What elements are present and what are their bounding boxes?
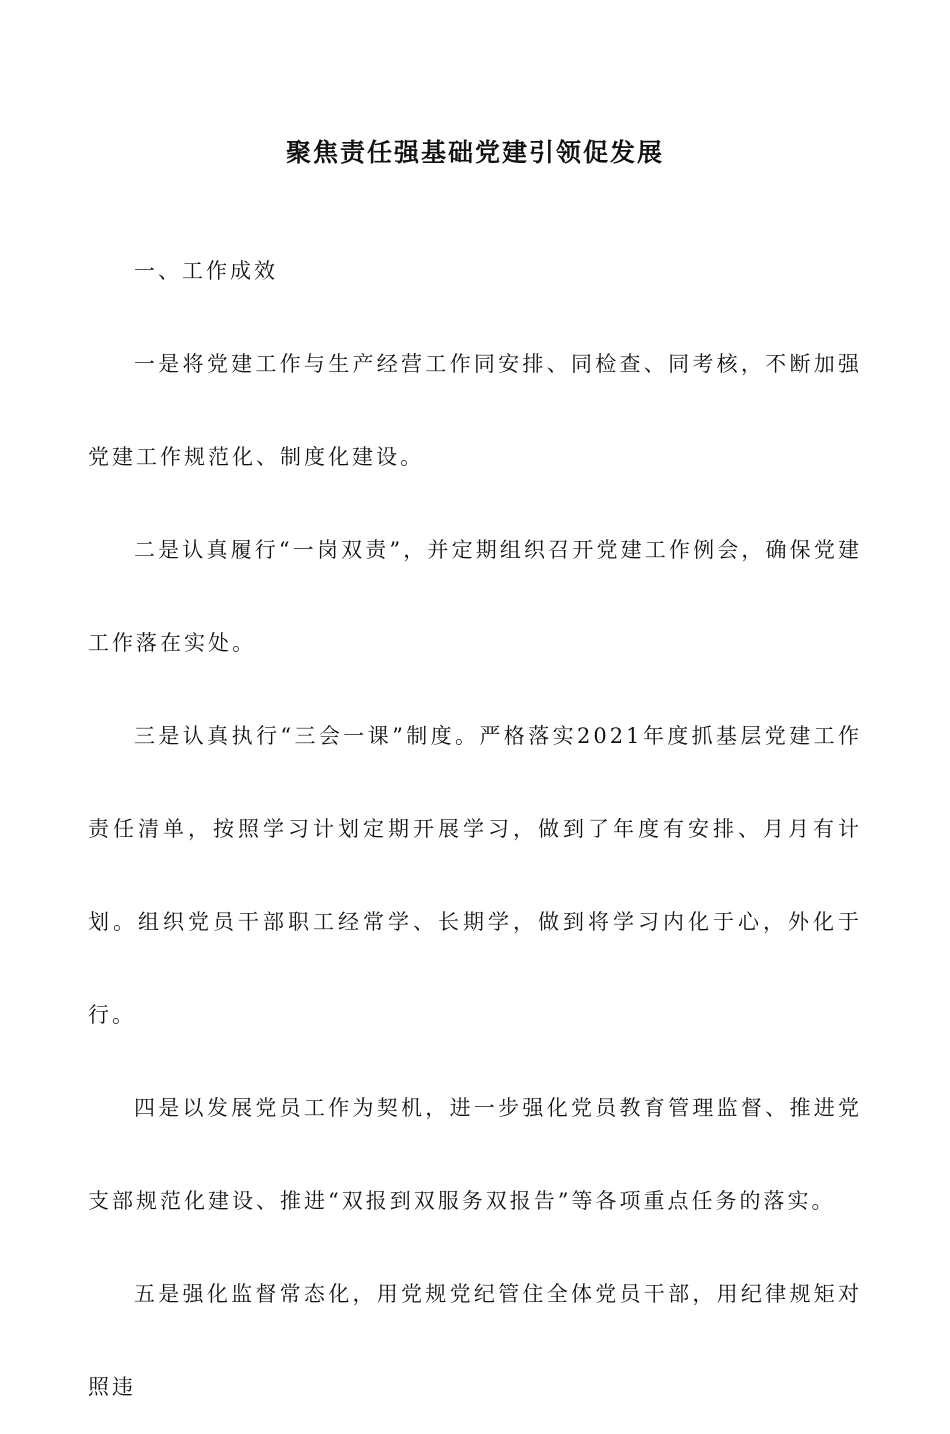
document-title: 聚焦责任强基础党建引领促发展 [285, 138, 664, 167]
paragraph-4: 四是以发展党员工作为契机，进一步强化党员教育管理监督、推进党支部规范化建设、推进“双报到双服务双报告”等各项重点任务的落实。 [88, 1096, 862, 1213]
section-heading: 一、工作成效 [134, 259, 278, 283]
document-body [88, 225, 862, 1434]
paragraph-1: 一是将党建工作与生产经营工作同安排、同检查、同考核，不断加强党建工作规范化、制度化建设。 [88, 352, 862, 469]
paragraph-2: 二是认真履行“一岗双责”，并定期组织召开党建工作例会，确保党建工作落在实处。 [88, 538, 862, 655]
paragraph-3: 三是认真执行“三会一课”制度。严格落实2021年度抓基层党建工作责任清单，按照学习计划定期开展学习，做到了年度有安排、月月有计划。组织党员干部职工经常学、长期学，做到将学习内化于心，外化于行。 [88, 724, 862, 1027]
paragraph-5: 五是强化监督常态化，用党规党纪管住全体党员干部，用纪律规矩对照违 [88, 1282, 862, 1399]
